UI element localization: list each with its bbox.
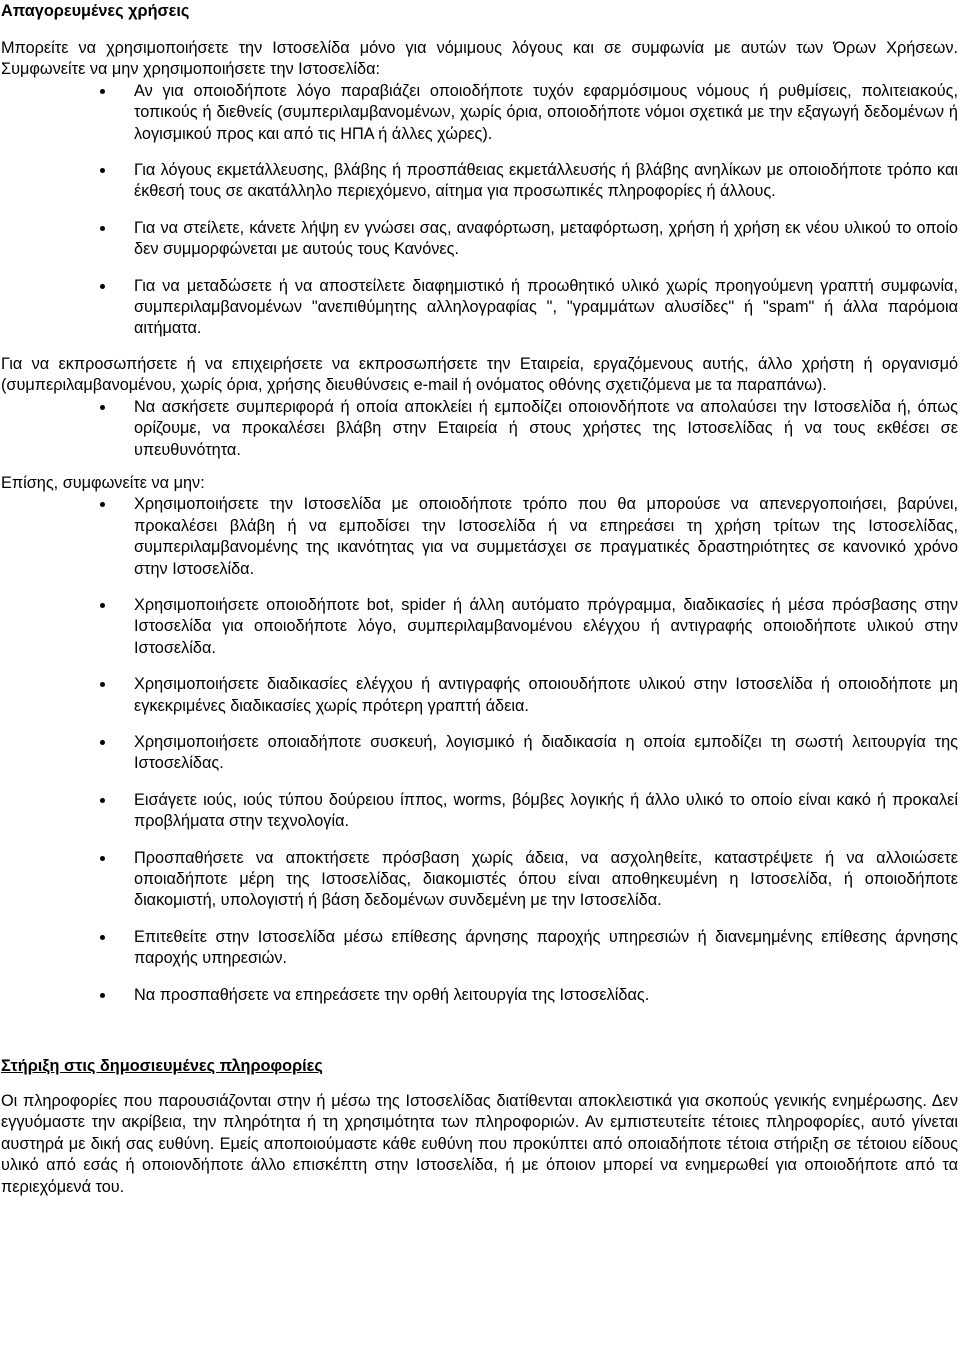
- list-item: Χρησιμοποιήσετε οποιαδήποτε συσκευή, λογισμικό ή διαδικασία η οποία εμποδίζει τη σωστή λειτουργία της Ιστοσελίδας.: [134, 732, 958, 775]
- representation-paragraph: Για να εκπροσωπήσετε ή να επιχειρήσετε να εκπροσωπήσετε την Εταιρεία, εργαζόμενους αυτής, άλλο χρήστη ή οργανισμό (συμπεριλαμβανομένου, χωρίς όρια, χρήσης διευθύνσεις e-mail ή ονόματος οθόνης σχετιζόμενα με τα παραπάνω).: [1, 354, 958, 395]
- section-title-prohibited-uses: Απαγορευμένες χρήσεις: [1, 2, 190, 20]
- list-item: Χρησιμοποιήσετε διαδικασίες ελέγχου ή αντιγραφής οποιουδήποτε υλικού στην Ιστοσελίδα ή οποιοδήποτε μη εγκεκριμένες διαδικασίες χωρίς πρότερη γραπτή άδεια.: [134, 674, 958, 717]
- list-item: Προσπαθήσετε να αποκτήσετε πρόσβαση χωρίς άδεια, να ασχοληθείτε, καταστρέψετε ή να αλλοιώσετε οποιαδήποτε μέρη της Ιστοσελίδας, διακομιστές όπου είναι αποθηκευμένη η Ιστοσελίδα, ή οποιοδήποτε διακομιστή, υπολογιστή ή βάση δεδομένων συνδεμένη με την Ιστοσελίδα.: [134, 848, 958, 912]
- list-item: Να προσπαθήσετε να επηρεάσετε την ορθή λειτουργία της Ιστοσελίδας.: [134, 985, 958, 1006]
- list-item: Να ασκήσετε συμπεριφορά ή οποία αποκλείει ή εμποδίζει οποιονδήποτε να απολαύσει την Ιστοσελίδα ή, όπως ορίζουμε, να προκαλέσει βλάβη στην Εταιρεία ή στους χρήστες της Ιστοσελίδας ή να τους εκθέσει σε υπευθυνότητα.: [134, 397, 958, 461]
- list-item: Για λόγους εκμετάλλευσης, βλάβης ή προσπάθειας εκμετάλλευσής ή βλάβης ανηλίκων με οποιοδήποτε τρόπο και έκθεσή τους σε ακατάλληλο περιεχόμενο, αίτημα για προσωπικές πληροφορίες ή άλλους.: [134, 160, 958, 203]
- list-item: Αν για οποιοδήποτε λόγο παραβιάζει οποιοδήποτε τυχόν εφαρμόσιμους νόμους ή ρυθμίσεις, πολιτειακούς, τοπικούς ή διεθνείς (συμπεριλαμβανομένων, χωρίς όρια, οποιοδήποτε νόμοι σχετικά με την εξαγωγή δεδομένων ή λογισμικού προς και από τις ΗΠΑ ή άλλες χώρες).: [134, 81, 958, 145]
- list-item: Χρησιμοποιήσετε οποιοδήποτε bot, spider ή άλλη αυτόματο πρόγραμμα, διαδικασίες ή μέσα πρόσβασης στην Ιστοσελίδα για οποιοδήποτε λόγο, συμπεριλαμβανομένου ελέγχου ή αντιγραφής οποιοδήποτε υλικού στην Ιστοσελίδα.: [134, 595, 958, 659]
- intro-paragraph: Μπορείτε να χρησιμοποιήσετε την Ιστοσελίδα μόνο για νόμιμους λόγους και σε συμφωνία με αυτών των Όρων Χρήσεων. Συμφωνείτε να μην χρησιμοποιήσετε την Ιστοσελίδα:: [1, 39, 958, 79]
- list-item: Για να μεταδώσετε ή να αποστείλετε διαφημιστικό ή προωθητικό υλικό χωρίς προηγούμενη γραπτή συμφωνία, συμπεριλαμβανομένων "ανεπιθύμητης αλληλογραφίας ", "γραμμάτων αλυσίδες" ή "spam" ή άλλα παρόμοια αιτήματα.: [134, 276, 958, 340]
- section-title-reliance-on-information: Στήριξη στις δημοσιευμένες πληροφορίες: [1, 1057, 323, 1076]
- additional-restrictions-list: [1, 494, 958, 1006]
- conduct-list: [1, 397, 958, 461]
- list-item: Επιτεθείτε στην Ιστοσελίδα μέσω επίθεσης άρνησης παροχής υπηρεσιών ή διανεμημένης επίθεσης άρνησης παροχής υπηρεσιών.: [134, 927, 958, 970]
- also-agree-paragraph: Επίσης, συμφωνείτε να μην:: [1, 473, 205, 492]
- list-item: Χρησιμοποιήσετε την Ιστοσελίδα με οποιοδήποτε τρόπο που θα μπορούσε να απενεργοποιήσει, βαρύνει, προκαλέσει βλάβη ή να εμποδίσει την Ιστοσελίδα ή να επηρεάσει τη χρήση τρίτων της Ιστοσελίδας, συμπεριλαμβανομένης της ικανότητας για να συμμετάσχει σε πραγματικές δραστηριότητες σε κανονικό χρόνο στην Ιστοσελίδα.: [134, 494, 958, 580]
- reliance-paragraph: Οι πληροφορίες που παρουσιάζονται στην ή μέσω της Ιστοσελίδας διατίθενται αποκλειστικά για σκοπούς γενικής ενημέρωσης. Δεν εγγυόμαστε την ακρίβεια, την πληρότητα ή τη χρησιμότητα των πληροφοριών. Αν εμπιστευτείτε τέτοιες πληροφορίες, αυτό γίνεται αυστηρά με δική σας ευθύνη. Εμείς αποποιούμαστε κάθε ευθύνη που προκύπτει από οποιαδήποτε τέτοια στήριξη σε τέτοιου είδους υλικό από εσάς ή οποιονδήποτε άλλο επισκέπτη στην Ιστοσελίδα, ή με όποιον μπορεί να ενημερωθεί για οποιοδήποτε από τα περιεχόμενά του.: [1, 1092, 958, 1196]
- list-item: Για να στείλετε, κάνετε λήψη εν γνώσει σας, αναφόρτωση, μεταφόρτωση, χρήση ή χρήση εκ νέου υλικού το οποίο δεν συμμορφώνεται με αυτούς τους Κανόνες.: [134, 218, 958, 261]
- prohibited-uses-list: [1, 81, 958, 340]
- list-item: Εισάγετε ιούς, ιούς τύπου δούρειου ίππος, worms, βόμβες λογικής ή άλλο υλικό το οποίο είναι κακό ή προκαλεί προβλήματα στην τεχνολογία.: [134, 790, 958, 833]
